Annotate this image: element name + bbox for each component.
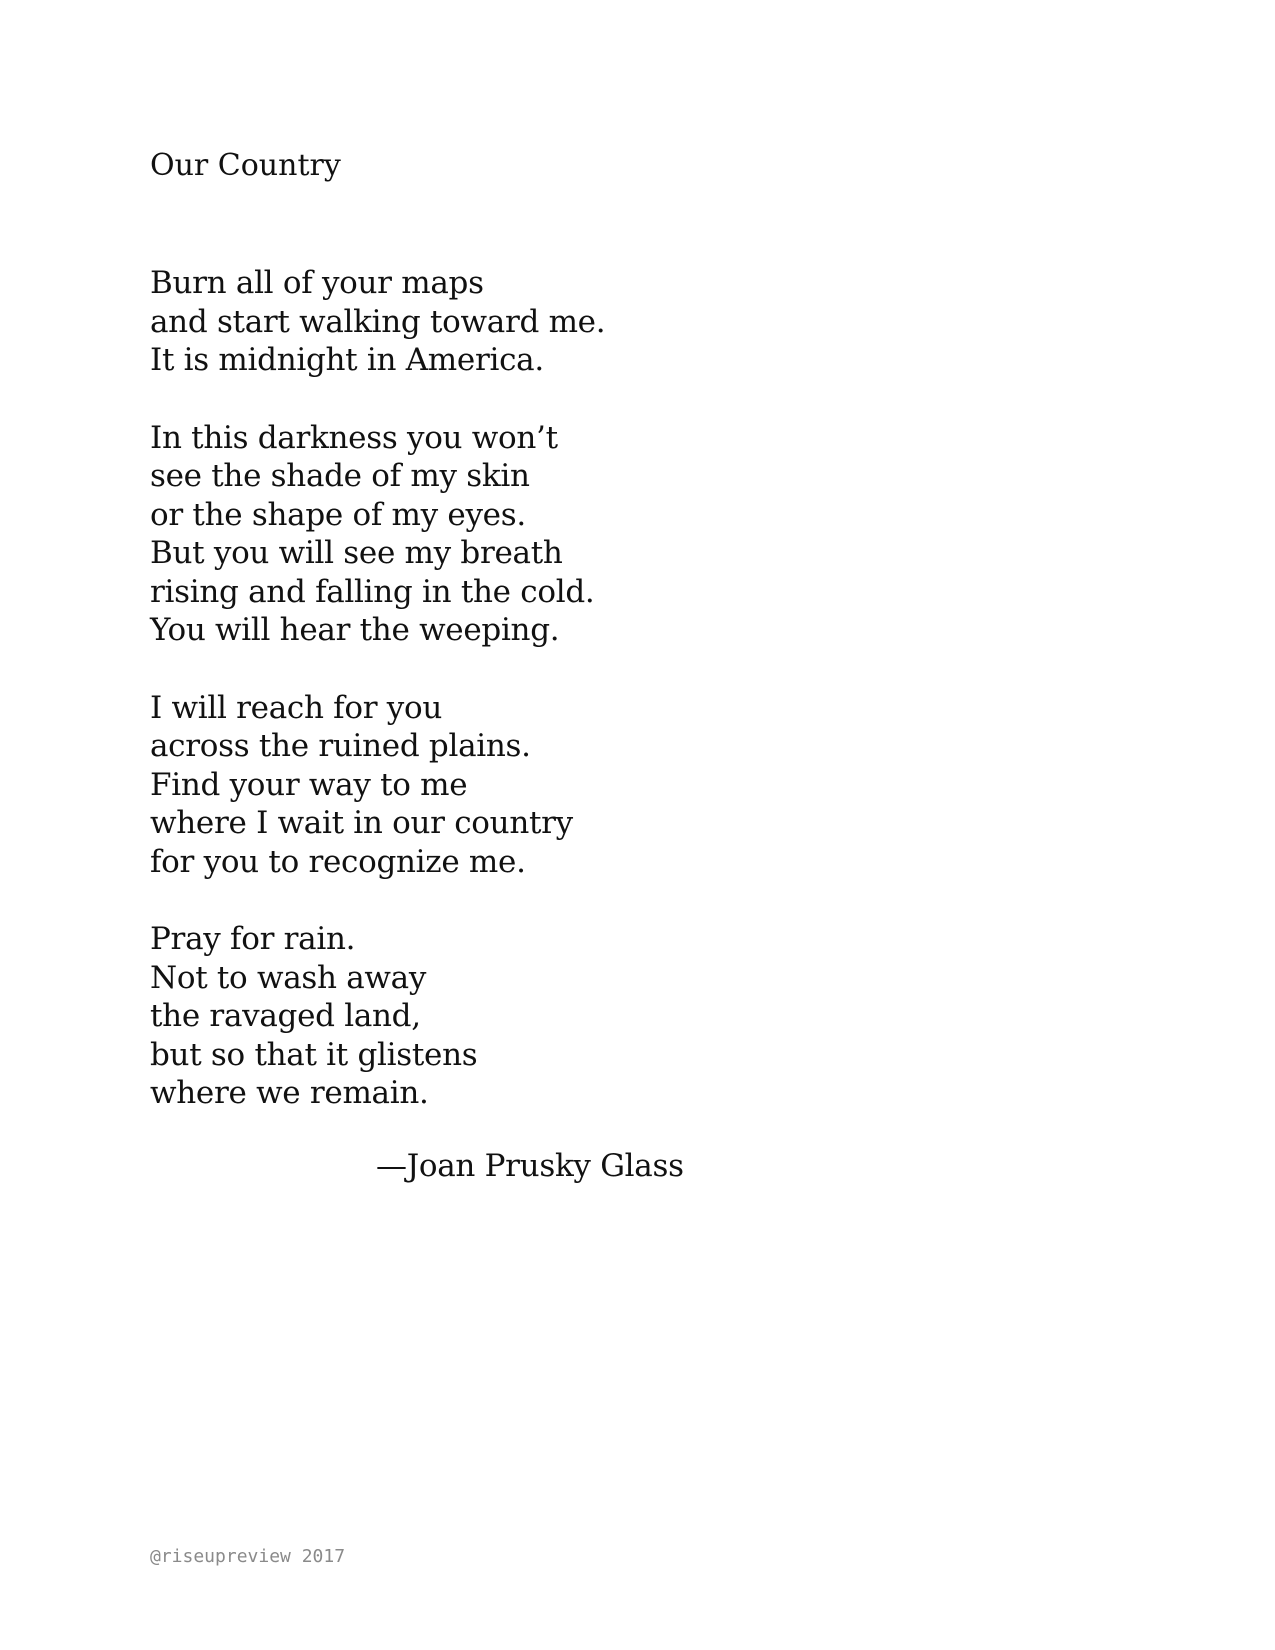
poem-line: for you to recognize me. bbox=[150, 843, 526, 880]
poem-line: In this darkness you won’t bbox=[150, 419, 558, 456]
poem-line: across the ruined plains. bbox=[150, 728, 531, 764]
poem-body bbox=[150, 264, 910, 1152]
stanza bbox=[150, 264, 910, 380]
poem-line: rising and falling in the cold. bbox=[150, 573, 595, 610]
poem-line: But you will see my breath bbox=[150, 535, 563, 571]
poem-line: I will reach for you bbox=[150, 689, 443, 726]
poem-line: Pray for rain. bbox=[150, 921, 356, 957]
poem-line: or the shape of my eyes. bbox=[150, 496, 526, 533]
stanza bbox=[150, 920, 910, 1113]
poem-line: Find your way to me bbox=[150, 766, 468, 803]
poem-line: You will hear the weeping. bbox=[150, 612, 560, 648]
poem-line: and start walking toward me. bbox=[150, 303, 606, 340]
poem-line: Burn all of your maps bbox=[150, 265, 484, 301]
poem-line: Not to wash away bbox=[150, 959, 427, 996]
poem-line: where I wait in our country bbox=[150, 805, 573, 841]
poem-line: the ravaged land, bbox=[150, 998, 421, 1034]
poem-line: but so that it glistens bbox=[150, 1036, 478, 1073]
footer-credit: @riseupreview 2017 bbox=[150, 1546, 346, 1567]
stanza bbox=[150, 419, 910, 650]
poem-line: It is midnight in America. bbox=[150, 342, 544, 378]
poem-title: Our Country bbox=[150, 148, 341, 183]
author-attribution: —Joan Prusky Glass bbox=[376, 1148, 684, 1184]
poem-line: where we remain. bbox=[150, 1075, 429, 1111]
poem-line: see the shade of my skin bbox=[150, 458, 530, 494]
stanza bbox=[150, 689, 910, 882]
